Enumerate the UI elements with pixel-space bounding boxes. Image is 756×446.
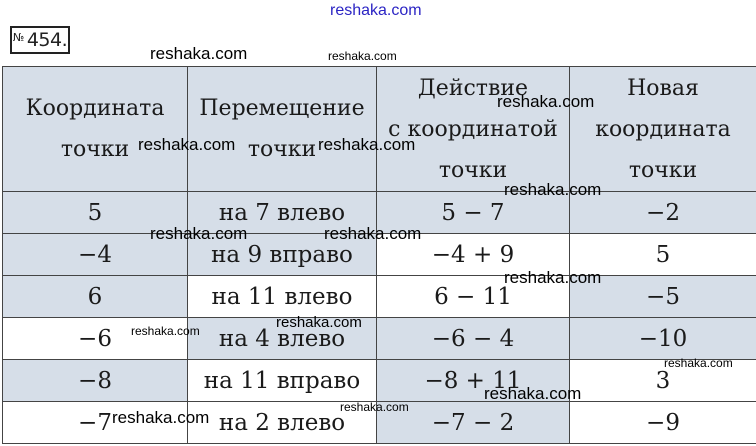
cell-coordinate: −4	[3, 234, 188, 276]
watermark: reshaka.com	[138, 135, 236, 154]
cell-result: 3	[570, 360, 756, 402]
number-sign: №	[12, 30, 24, 44]
watermark: reshaka.com	[504, 268, 602, 287]
problem-number	[10, 26, 70, 54]
cell-coordinate: −7	[3, 402, 188, 444]
table-row	[3, 360, 756, 402]
cell-movement: на 4 влево	[188, 318, 377, 360]
header-line: координата	[595, 116, 731, 142]
watermark: reshaka.com	[484, 384, 582, 403]
header-line: точки	[60, 137, 130, 162]
cell-result: −5	[570, 276, 756, 318]
watermark: reshaka.com	[664, 356, 733, 370]
header-line: с координатой	[388, 116, 558, 142]
header-line: точки	[438, 157, 508, 183]
watermark: reshaka.com	[330, 2, 422, 19]
watermark: reshaka.com	[150, 224, 248, 243]
watermark: reshaka.com	[328, 49, 397, 63]
cell-result: −2	[570, 192, 756, 234]
cell-result: −9	[570, 402, 756, 444]
watermark: reshaka.com	[340, 400, 409, 414]
header-action	[377, 67, 570, 192]
watermark: reshaka.com	[497, 92, 595, 111]
header-line: Действие	[417, 75, 529, 101]
header-line: Перемещение	[199, 96, 365, 121]
cell-movement: на 2 влево	[188, 402, 377, 444]
cell-movement: на 9 вправо	[188, 234, 377, 276]
header-movement	[188, 67, 377, 192]
header-new-coordinate	[570, 67, 756, 192]
cell-action: −4 + 9	[377, 234, 570, 276]
cell-movement: на 7 влево	[188, 192, 377, 234]
table-header-row	[3, 67, 756, 192]
cell-action: 5 − 7	[377, 192, 570, 234]
problem-number-text: 454.	[26, 29, 68, 51]
cell-action: −7 − 2	[377, 402, 570, 444]
cell-coordinate: −8	[3, 360, 188, 402]
table-row	[3, 318, 756, 360]
header-coordinate	[3, 67, 188, 192]
cell-movement: на 11 вправо	[188, 360, 377, 402]
watermark: reshaka.com	[318, 135, 416, 154]
header-line: Координата	[25, 96, 165, 121]
cell-action: 6 − 11	[377, 276, 570, 318]
watermark: reshaka.com	[324, 224, 422, 243]
watermark: reshaka.com	[150, 44, 248, 63]
cell-action: −6 − 4	[377, 318, 570, 360]
cell-result: −10	[570, 318, 756, 360]
cell-movement: на 11 влево	[188, 276, 377, 318]
table-row	[3, 276, 756, 318]
watermark: reshaka.com	[112, 408, 210, 427]
cell-action: −8 + 11	[377, 360, 570, 402]
cell-coordinate: 6	[3, 276, 188, 318]
watermark: reshaka.com	[131, 324, 200, 338]
watermark: reshaka.com	[276, 314, 362, 331]
cell-result: 5	[570, 234, 756, 276]
header-line: точки	[628, 157, 698, 183]
cell-coordinate: −6	[3, 318, 188, 360]
header-line: точки	[247, 137, 317, 162]
header-line: Новая	[627, 75, 699, 101]
cell-coordinate: 5	[3, 192, 188, 234]
coordinate-table	[2, 66, 756, 444]
watermark: reshaka.com	[504, 180, 602, 199]
